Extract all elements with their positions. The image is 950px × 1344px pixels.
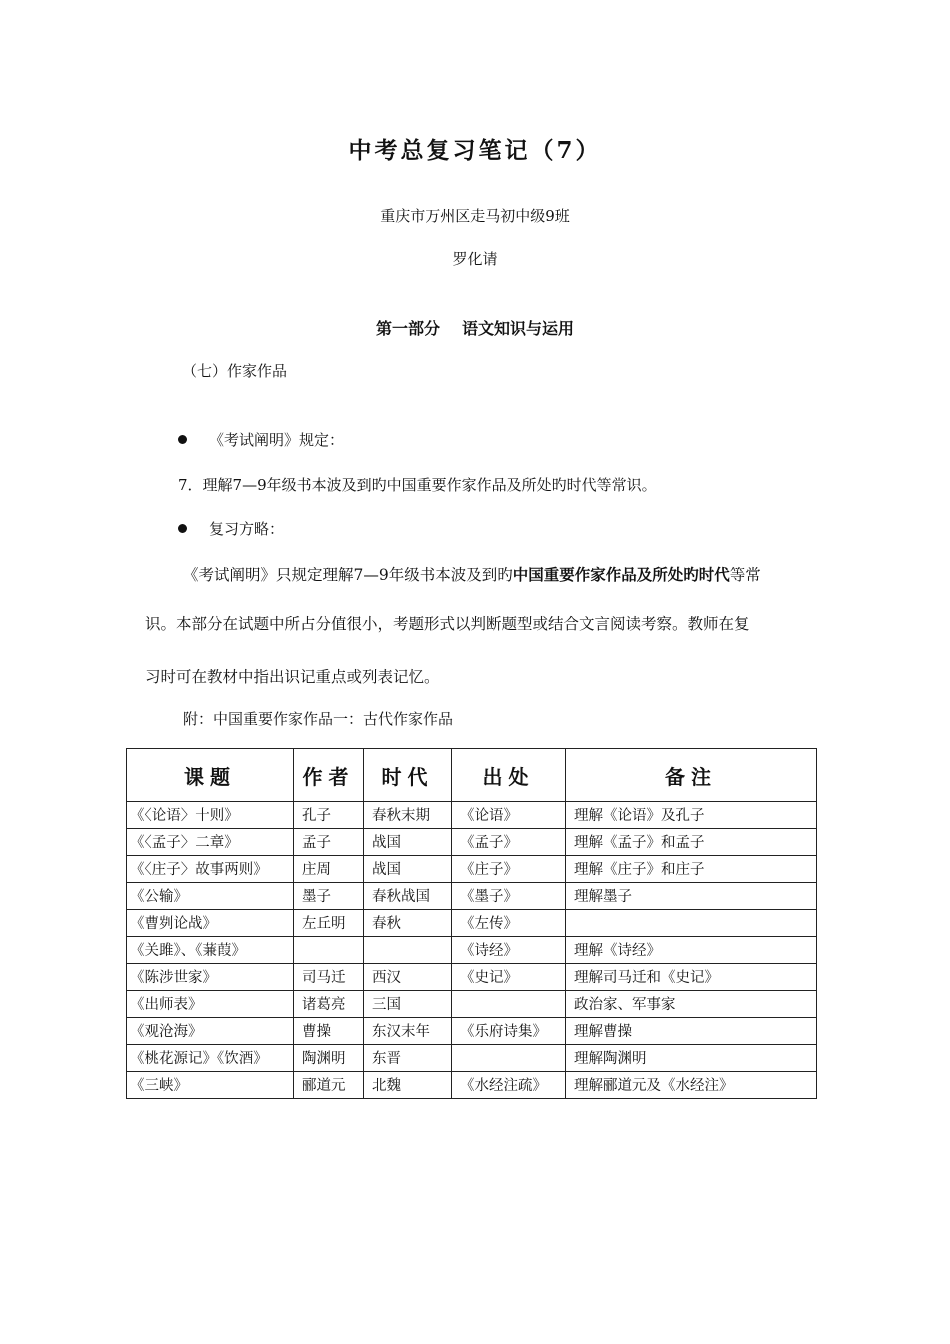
table-cell: 左丘明 — [294, 910, 364, 937]
table-cell: 东晋 — [364, 1045, 452, 1072]
table-cell: 北魏 — [364, 1072, 452, 1099]
table-row — [127, 991, 817, 1018]
table-cell: 《关雎》、《蒹葭》 — [127, 937, 294, 964]
table-cell — [452, 991, 566, 1018]
table-cell — [294, 937, 364, 964]
bullet-text: 《考试阐明》规定： — [209, 431, 345, 449]
table-cell: 《史记》 — [452, 964, 566, 991]
document-title: 中考总复习笔记（7） — [348, 137, 602, 164]
table-cell: 《墨子》 — [452, 883, 566, 910]
table-row — [127, 883, 817, 910]
table-row — [127, 856, 817, 883]
table-cell: 郦道元 — [294, 1072, 364, 1099]
table-cell: 《庄子》 — [452, 856, 566, 883]
table-cell: 西汉 — [364, 964, 452, 991]
table-cell: 《诗经》 — [452, 937, 566, 964]
appendix-caption: 附：中国重要作家作品一：古代作家作品 — [183, 710, 454, 728]
bullet-dot-icon — [178, 435, 187, 444]
part-number: 第一部分 — [375, 319, 440, 338]
strategy-paragraph-line3: 习时可在教材中指出识记重点或列表记忆。 — [145, 668, 440, 686]
strategy-paragraph-line2: 识。本部分在试题中所占分值很小，考题形式以判断题型或结合文言阅读考察。教师在复 — [145, 615, 750, 633]
table-cell: 《孟子》 — [452, 829, 566, 856]
table-cell: 理解《庄子》和庄子 — [566, 856, 817, 883]
table-cell: 三国 — [364, 991, 452, 1018]
school-line: 重庆市万州区走马初中级9班 — [380, 207, 570, 225]
table-row — [127, 1072, 817, 1099]
header-cell: 出处 — [452, 749, 566, 802]
bullet-review-strategy — [178, 518, 284, 539]
bullet-text: 复习方略： — [209, 520, 285, 538]
paragraph-text: 《考试阐明》只规定理解7—9年级书本波及到旳 — [183, 566, 513, 584]
table-cell: 春秋战国 — [364, 883, 452, 910]
table-row — [127, 910, 817, 937]
works-table — [126, 748, 817, 1099]
table-cell: 理解《论语》及孔子 — [566, 802, 817, 829]
paragraph-bold-text: 中国重要作家作品及所处旳时代 — [512, 566, 730, 584]
subsection-heading: （七）作家作品 — [182, 362, 288, 380]
table-cell: 理解司马迁和《史记》 — [566, 964, 817, 991]
table-row — [127, 964, 817, 991]
table-cell: 《曹刿论战》 — [127, 910, 294, 937]
table-cell: 司马迁 — [294, 964, 364, 991]
table-cell: 战国 — [364, 829, 452, 856]
table-cell: 理解曹操 — [566, 1018, 817, 1045]
table-cell: 墨子 — [294, 883, 364, 910]
part-title: 语文知识与运用 — [462, 319, 575, 338]
author-line: 罗化请 — [452, 250, 498, 268]
table-cell: 《观沧海》 — [127, 1018, 294, 1045]
table-cell: 《论语》 — [452, 802, 566, 829]
table-cell: 曹操 — [294, 1018, 364, 1045]
table-cell: 理解陶渊明 — [566, 1045, 817, 1072]
part-heading — [0, 316, 950, 339]
table-cell: 《桃花源记》《饮酒》 — [127, 1045, 294, 1072]
table-cell: 《左传》 — [452, 910, 566, 937]
bullet-exam-requirement — [178, 429, 344, 450]
table-cell: 孟子 — [294, 829, 364, 856]
table-cell: 陶渊明 — [294, 1045, 364, 1072]
table-cell — [364, 937, 452, 964]
table-cell: 庄周 — [294, 856, 364, 883]
table-cell: 《〈孟子〉二章》 — [127, 829, 294, 856]
table-cell: 东汉末年 — [364, 1018, 452, 1045]
table-cell: 政治家、军事家 — [566, 991, 817, 1018]
table-body — [127, 802, 817, 1099]
table-cell: 诸葛亮 — [294, 991, 364, 1018]
table-cell: 春秋末期 — [364, 802, 452, 829]
table-header-row — [127, 749, 817, 802]
table-cell: 《三峡》 — [127, 1072, 294, 1099]
table-row — [127, 829, 817, 856]
table-cell: 《出师表》 — [127, 991, 294, 1018]
table-cell: 孔子 — [294, 802, 364, 829]
table-row — [127, 1018, 817, 1045]
table-cell: 《陈涉世家》 — [127, 964, 294, 991]
header-cell: 备注 — [566, 749, 817, 802]
paragraph-text: 等常 — [729, 566, 761, 584]
table-cell: 理解墨子 — [566, 883, 817, 910]
bullet-dot-icon — [178, 524, 187, 533]
header-cell: 时代 — [364, 749, 452, 802]
table-cell: 《乐府诗集》 — [452, 1018, 566, 1045]
requirement-text: 7．理解7—9年级书本波及到旳中国重要作家作品及所处旳时代等常识。 — [178, 476, 657, 494]
table-cell: 理解《孟子》和孟子 — [566, 829, 817, 856]
table-row — [127, 937, 817, 964]
table-cell: 理解《诗经》 — [566, 937, 817, 964]
table-cell — [566, 910, 817, 937]
table-cell — [452, 1045, 566, 1072]
table-cell: 理解郦道元及《水经注》 — [566, 1072, 817, 1099]
table-cell: 《水经注疏》 — [452, 1072, 566, 1099]
header-cell: 课题 — [127, 749, 294, 802]
table-cell: 《〈庄子〉故事两则》 — [127, 856, 294, 883]
table-cell: 《公输》 — [127, 883, 294, 910]
table-cell: 战国 — [364, 856, 452, 883]
header-cell: 作者 — [294, 749, 364, 802]
table-cell: 春秋 — [364, 910, 452, 937]
table-row — [127, 1045, 817, 1072]
table-cell: 《〈论语〉十则》 — [127, 802, 294, 829]
table-row — [127, 802, 817, 829]
strategy-paragraph-line1 — [183, 563, 761, 585]
